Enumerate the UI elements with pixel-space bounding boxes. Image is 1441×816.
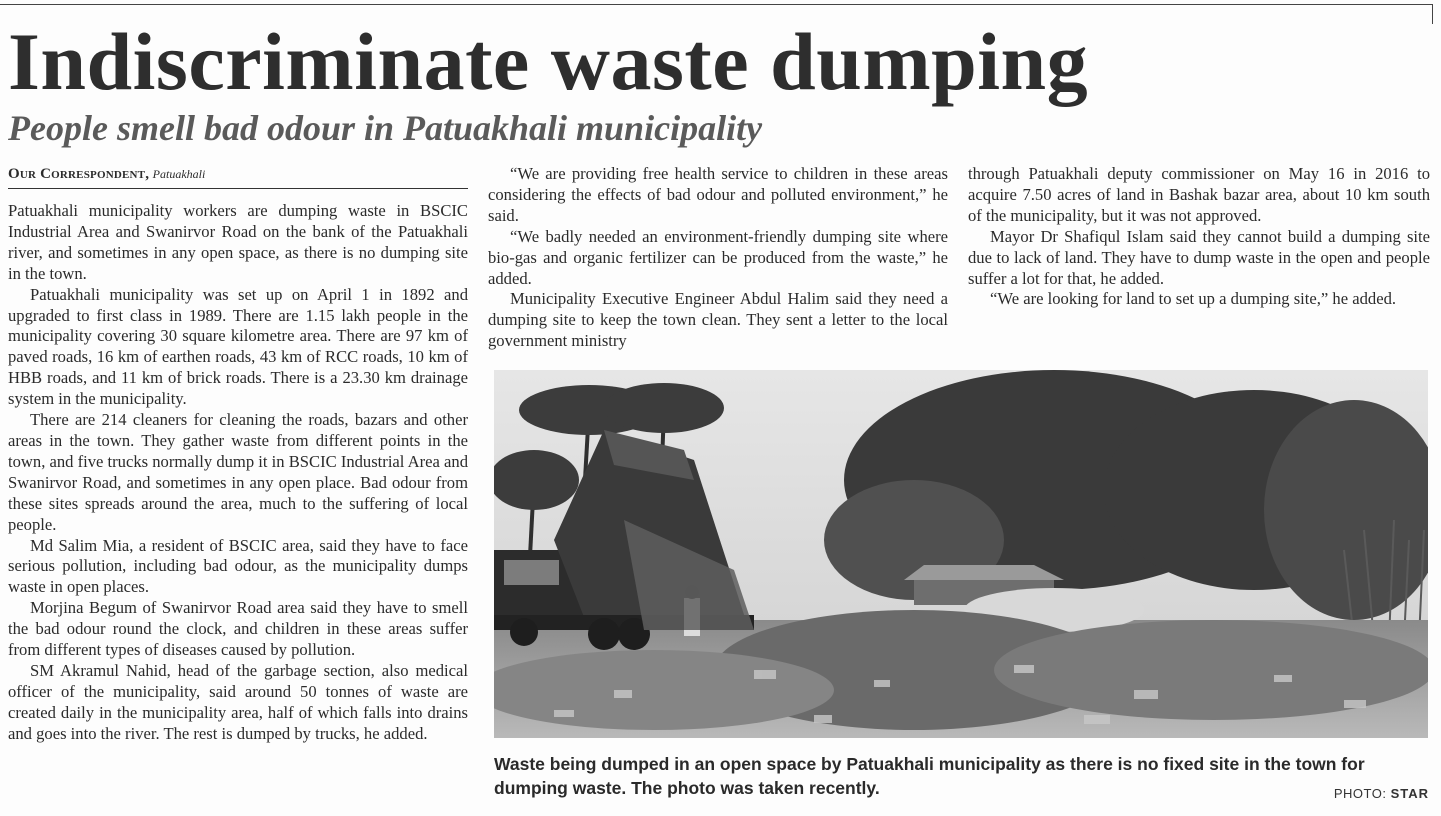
- paragraph: Mayor Dr Shafiqul Islam said they cannot build a dumping site due to lack of land. They have to dump waste in the open and people suffer a lot for that, he added.: [968, 226, 1430, 288]
- paragraph: Patuakhali municipality was set up on April 1 in 1892 and upgraded to first class in 1989. There are 1.15 lakh people in the municipality covering 30 square kilometre area. There are 97 km of paved roads, 16 km of earthen roads, 43 km of RCC roads, 10 km of HBB roads, and 11 km of brick roads. There is a 23.30 km drainage system in the municipality.: [8, 284, 468, 409]
- top-right-rule: [1432, 4, 1433, 24]
- photo-credit: [1334, 786, 1429, 801]
- byline-location: Patuakhali: [152, 167, 206, 181]
- photo-credit-source: STAR: [1390, 786, 1429, 801]
- article-column-3: [968, 164, 1430, 310]
- paragraph: Patuakhali municipality workers are dumping waste in BSCIC Industrial Area and Swanirvor Road on the bank of the Patuakhali river, and sometimes in any open space, as there is no dumping site in the town.: [8, 201, 468, 283]
- photo-credit-label: PHOTO:: [1333, 786, 1387, 801]
- subheadline: People smell bad odour in Patuakhali municipality: [8, 108, 763, 148]
- news-photo: [494, 370, 1428, 738]
- paragraph: “We are providing free health service to children in these areas considering the effects of bad odour and polluted environment,” he said.: [488, 164, 948, 225]
- top-rule: [0, 4, 1432, 5]
- photo-caption: Waste being dumped in an open space by Patuakhali municipality as there is no fixed site in the town for dumping waste. The photo was taken recently.: [494, 754, 1365, 798]
- headline: Indiscriminate waste dumping: [8, 16, 1089, 107]
- paragraph: through Patuakhali deputy commissioner on May 16 in 2016 to acquire 7.50 acres of land in Bashak bazar area, about 10 km south of the municipality, but it was not approved.: [968, 164, 1430, 225]
- paragraph: “We are looking for land to set up a dumping site,” he added.: [990, 289, 1397, 309]
- byline-author: Our Correspondent,: [8, 166, 150, 182]
- paragraph: “We badly needed an environment-friendly dumping site where bio-gas and organic fertilizer can be produced from the waste,” he added.: [488, 226, 948, 288]
- paragraph: Morjina Begum of Swanirvor Road area said they have to smell the bad odour round the clock, and children in these areas suffer from different types of diseases caused by pollution.: [8, 598, 468, 660]
- article-column-2: [488, 164, 948, 352]
- paragraph: Municipality Executive Engineer Abdul Halim said they need a dumping site to keep the town clean. They sent a letter to the local government ministry: [488, 289, 948, 351]
- dumping-scene-illustration: [494, 370, 1428, 738]
- paragraph: There are 214 cleaners for cleaning the roads, bazars and other areas in the town. They gather waste from different points in the town, and five trucks normally dump it in BSCIC Industrial Area and Swanirvor Road, and sometimes in any open place. Bad odour from these sites spreads around the area, much to the suffering of local people.: [8, 410, 468, 534]
- paragraph: SM Akramul Nahid, head of the garbage section, also medical officer of the municipality, said around 50 tonnes of waste are created daily in the municipality area, half of which falls into drains and goes into the river. The rest is dumped by trucks, he added.: [8, 660, 468, 743]
- byline: [8, 166, 468, 189]
- article-column-1: [8, 201, 468, 745]
- paragraph: Md Salim Mia, a resident of BSCIC area, said they have to face serious pollution, including bad odour, as the municipality dumps waste in open places.: [8, 535, 468, 597]
